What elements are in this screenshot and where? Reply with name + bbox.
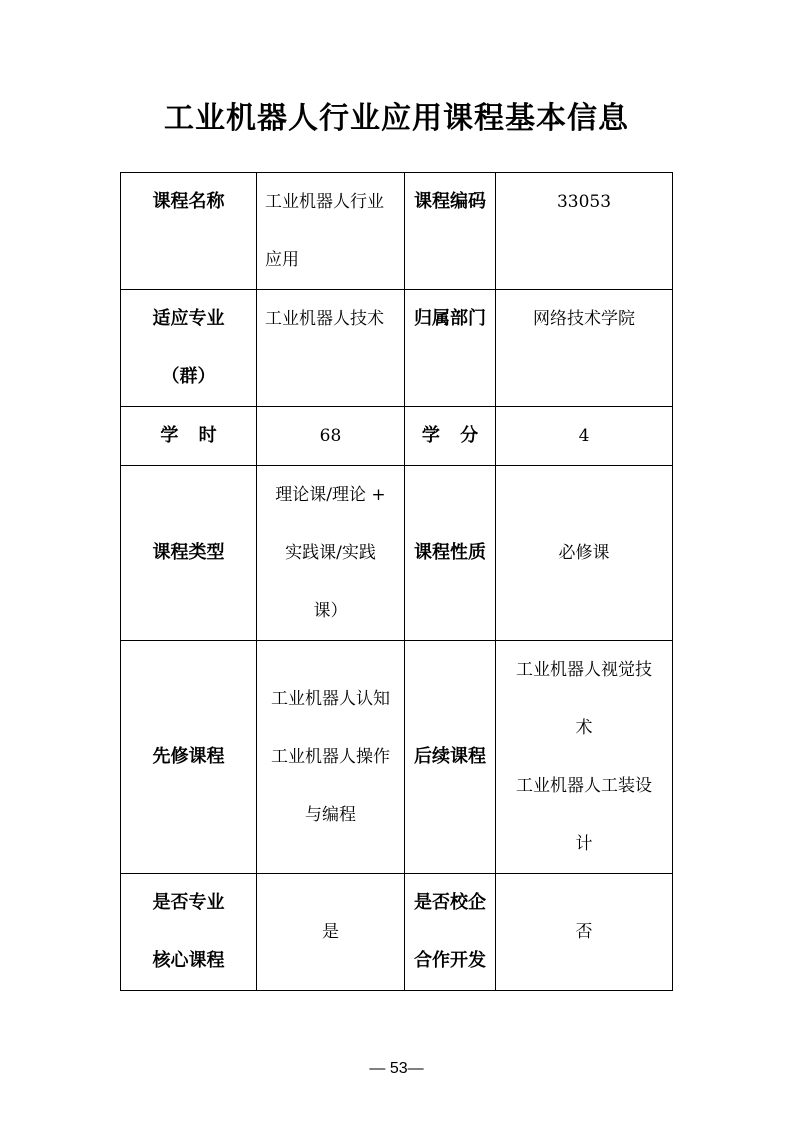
prerequisite-line-1: 工业机器人认知 <box>271 689 390 709</box>
applicable-major-line-1: 适应专业 <box>152 308 225 329</box>
core-course-label-cell <box>121 874 257 991</box>
table-row <box>121 641 673 874</box>
core-course-value-cell <box>257 874 405 991</box>
course-name-line-2: 应用 <box>265 250 299 270</box>
course-code-value: 33053 <box>556 192 612 212</box>
joint-development-value-cell <box>496 874 673 991</box>
course-type-value <box>257 466 404 640</box>
core-course-label <box>121 874 256 990</box>
joint-development-value: 否 <box>575 922 593 942</box>
table-row <box>121 290 673 407</box>
credits-label: 学 分 <box>421 425 479 446</box>
course-type-label-cell <box>121 466 257 641</box>
page-title: 工业机器人行业应用课程基本信息 <box>164 101 629 136</box>
follow-up-line-2: 术 <box>575 718 593 738</box>
prerequisite-label: 先修课程 <box>152 746 225 767</box>
course-info-table <box>120 172 673 991</box>
credits-value-cell <box>496 407 673 466</box>
prerequisite-line-3: 与编程 <box>305 805 356 825</box>
prerequisite-value <box>257 670 404 844</box>
follow-up-line-4: 计 <box>575 834 593 854</box>
course-name-line-1: 工业机器人行业 <box>265 192 384 212</box>
prerequisite-line-2: 工业机器人操作 <box>271 747 390 767</box>
table-row <box>121 466 673 641</box>
applicable-major-line-2: （群） <box>161 366 216 387</box>
applicable-major-label-cell <box>121 290 257 407</box>
course-code-label-cell <box>405 173 496 290</box>
course-code-value-cell <box>496 173 673 290</box>
credits-label-cell <box>405 407 496 466</box>
core-course-line-1: 是否专业 <box>152 892 225 913</box>
follow-up-value-cell <box>496 641 673 874</box>
joint-development-label <box>405 874 495 990</box>
applicable-major-label <box>121 290 256 406</box>
follow-up-label-cell <box>405 641 496 874</box>
prerequisite-value-cell <box>257 641 405 874</box>
department-value: 网络技术学院 <box>533 309 635 329</box>
course-type-label: 课程类型 <box>152 542 225 563</box>
core-course-line-2: 核心课程 <box>152 950 225 971</box>
course-name-label: 课程名称 <box>152 191 225 212</box>
course-type-line-1: 理论课/理论 + <box>275 485 386 505</box>
applicable-major-value: 工业机器人技术 <box>265 309 384 329</box>
course-nature-label-cell <box>405 466 496 641</box>
follow-up-line-1: 工业机器人视觉技 <box>516 660 652 680</box>
table-row <box>121 874 673 991</box>
table-row <box>121 173 673 290</box>
course-code-label: 课程编码 <box>414 191 486 212</box>
follow-up-line-3: 工业机器人工装设 <box>516 776 652 796</box>
course-nature-value: 必修课 <box>558 543 610 563</box>
course-name-value <box>257 173 404 289</box>
course-type-value-cell <box>257 466 405 641</box>
course-nature-value-cell <box>496 466 673 641</box>
table-row <box>121 407 673 466</box>
course-name-value-cell <box>257 173 405 290</box>
joint-development-label-cell <box>405 874 496 991</box>
joint-development-line-2: 合作开发 <box>414 950 486 971</box>
department-label: 归属部门 <box>414 308 486 329</box>
applicable-major-value-cell <box>257 290 405 407</box>
follow-up-value <box>496 641 672 873</box>
credits-value: 4 <box>578 426 590 446</box>
hours-value-cell <box>257 407 405 466</box>
joint-development-line-1: 是否校企 <box>414 892 486 913</box>
hours-label-cell <box>121 407 257 466</box>
course-type-line-3: 课） <box>313 601 348 621</box>
course-type-line-2: 实践课/实践 <box>285 543 376 563</box>
hours-label: 学 时 <box>160 425 217 446</box>
hours-value: 68 <box>319 426 342 446</box>
course-name-label-cell <box>121 173 257 290</box>
department-label-cell <box>405 290 496 407</box>
follow-up-label: 后续课程 <box>414 746 486 767</box>
page-number: — 53— <box>369 1060 424 1077</box>
course-nature-label: 课程性质 <box>414 542 486 563</box>
prerequisite-label-cell <box>121 641 257 874</box>
core-course-value: 是 <box>322 922 339 942</box>
department-value-cell <box>496 290 673 407</box>
